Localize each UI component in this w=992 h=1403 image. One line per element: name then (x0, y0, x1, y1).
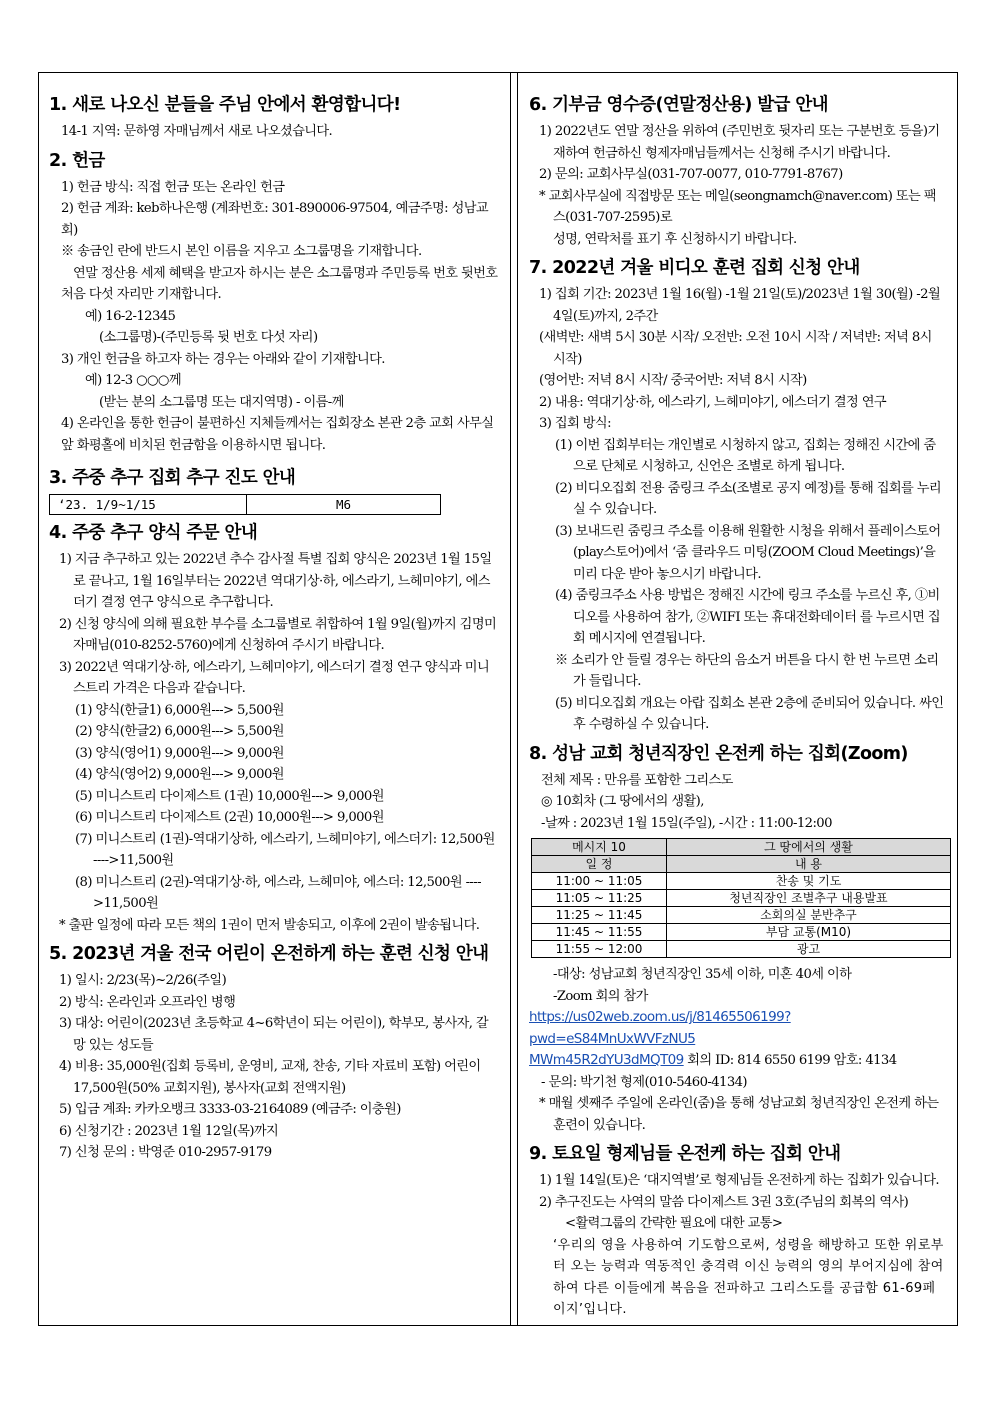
column-divider (517, 73, 518, 1325)
s5-line: 7) 신청 문의 : 박영준 010-2957-9179 (59, 1145, 272, 1160)
table-row (532, 873, 951, 890)
s9-line: 2) 추구진도는 사역의 말씀 다이제스트 3권 3호(주님의 회복의 역사) (539, 1194, 909, 1210)
price-item: (8) 미니스트리 (2권)-역대기상·하, 에스라, 느헤미야, 에스더: 12,500원 ---->11,500원 (75, 874, 481, 911)
section-2-title: 2. 헌금 (49, 150, 105, 171)
s2-line: 4) 온라인을 통한 헌금이 불편하신 지체들께서는 집회장소 본관 2층 교회 사무실 앞 화평홀에 비치된 헌금함을 이용하시면 됩니다. (61, 416, 494, 453)
s7-line: 2) 내용: 역대기상·하, 에스라기, 느헤미야기, 에스더기 결정 연구 (539, 394, 887, 410)
s6-line: 1) 2022년도 연말 정산을 위하여 (주민번호 뒷자리 또는 구분번호 등을)기재하여 헌금하신 형제자매님들께서는 신청해 주시기 바랍니다. (539, 124, 940, 161)
s2-line: 1) 헌금 방식: 직접 헌금 또는 온라인 헌금 (61, 179, 285, 195)
s2-line: (받는 분의 소그룹명 또는 대지역명) - 이름-께 (99, 394, 344, 410)
s7-line: (5) 비디오집회 개요는 아랍 집회소 본관 2층에 준비되어 있습니다. 싸인 후 수령하실 수 있습니다. (555, 695, 944, 732)
table-row (532, 924, 951, 941)
s2-line: 예) 12-3 ○○○께 (85, 373, 181, 388)
s2-line: ※ 송금인 란에 반드시 본인 이름을 지우고 소그룹명을 기재합니다. (61, 244, 422, 259)
s4-line: 3) 2022년 역대기상·하, 에스라기, 느헤미야기, 에스더기 결정 연구 양식과 미니스트리 가격은 다음과 같습니다. (59, 659, 490, 696)
zoom-meeting-id: 회의 ID: 814 6550 6199 암호: 4134 (683, 1053, 897, 1068)
s8-line: ◎ 10회차 (그 땅에서의 생활), (541, 794, 704, 809)
s2-line: 연말 정산용 세제 혜택을 받고자 하시는 분은 소그룹명과 주민등록 번호 뒷번호 처음 다섯 자리만 기재합니다. (61, 265, 498, 302)
schedule-table (531, 838, 951, 958)
schedule-content: 청년직장인 조별추구 내용발표 (667, 890, 951, 907)
s7-line: (영어반: 저녁 8시 시작/ 중국어반: 저녁 8시 시작) (539, 373, 807, 388)
s7-line: (3) 보내드린 줌링크 주소를 이용해 원활한 시청을 위해서 플레이스토어(play스토어)에서 ‘줌 클라우드 미팅(ZOOM Cloud Meetings)’을 미리 다운 받아 놓으시기 바랍니다. (555, 523, 941, 582)
table-row (532, 907, 951, 924)
s7-line: (2) 비디오집회 전용 줌링크 주소(조별로 공지 예정)를 통해 집회를 누리실 수 있습니다. (555, 480, 942, 517)
s2-line: 예) 16-2-12345 (85, 308, 176, 324)
s7-line: 1) 집회 기간: 2023년 1월 16(월) -1월 21일(토)/2023년 1월 30(월) -2월 4일(토)까지, 2주간 (539, 287, 941, 324)
price-item: (5) 미니스트리 다이제스트 (1권) 10,000원---> 9,000원 (75, 788, 384, 804)
progress-period: ‘23. 1/9~1/15 (50, 495, 247, 515)
s8-line: - 문의: 박기천 형제(010-5460-4134) (541, 1074, 747, 1090)
s5-line: 2) 방식: 온라인과 오프라인 병행 (59, 994, 236, 1010)
s8-line: * 매월 셋째주 주일에 온라인(줌)을 통해 성남교회 청년직장인 온전케 하는 훈련이 있습니다. (539, 1096, 939, 1133)
price-item: (7) 미니스트리 (1권)-역대기상하, 에스라기, 느헤미야기, 에스더기: 12,500원 ---->11,500원 (75, 831, 495, 868)
s7-line: (1) 이번 집회부터는 개인별로 시청하지 않고, 집회는 정해진 시간에 줌으로 단체로 시청하고, 신언은 조별로 하게 됩니다. (555, 437, 936, 474)
price-item: (3) 양식(영어1) 9,000원---> 9,000원 (75, 745, 284, 761)
section-5-title: 5. 2023년 겨울 전국 어린이 온전하게 하는 훈련 신청 안내 (49, 944, 489, 964)
s8-line: 전체 제목 : 만유를 포함한 그리스도 (541, 772, 733, 788)
section-8-title: 8. 성남 교회 청년직장인 온전케 하는 집회(Zoom) (529, 743, 908, 764)
price-item: (1) 양식(한글1) 6,000원---> 5,500원 (75, 702, 284, 718)
s9-line: <활력그룹의 간략한 필요에 대한 교통> (565, 1216, 783, 1231)
s7-line: (새벽반: 새벽 5시 30분 시작/ 오전반: 오전 10시 시작 / 저녁반: 저녁 8시 시작) (539, 330, 932, 367)
s6-line: 성명, 연락처를 표기 후 신청하시기 바랍니다. (553, 231, 797, 247)
s5-line: 3) 대상: 어린이(2023년 초등학교 4~6학년이 되는 어린이), 학부모, 봉사자, 갈망 있는 성도들 (59, 1016, 489, 1053)
section-9-title: 9. 토요일 형제님들 온전케 하는 집회 안내 (529, 1144, 841, 1164)
schedule-head-message: 메시지 10 (532, 839, 667, 856)
schedule-content: 찬송 및 기도 (667, 873, 951, 890)
right-column (519, 73, 957, 1325)
s9-line: 1) 1월 14일(토)은 ‘대지역별’로 형제님들 온전하게 하는 집회가 있습니다. (539, 1173, 939, 1188)
section-1-title: 1. 새로 나오신 분들을 주님 안에서 환영합니다! (49, 95, 401, 115)
schedule-col-time: 일 정 (532, 856, 667, 873)
s2-line: (소그룹명)-(주민등록 뒷 번호 다섯 자리) (99, 330, 318, 345)
s7-line: 3) 집회 방식: (539, 416, 611, 431)
schedule-time: 11:25 ~ 11:45 (532, 907, 667, 924)
price-item: (2) 양식(한글2) 6,000원---> 5,500원 (75, 724, 284, 739)
progress-table (49, 494, 441, 515)
zoom-link-cont[interactable]: MWm45R2dYU3dMQT09 (529, 1052, 684, 1068)
zoom-link-line (529, 1007, 947, 1050)
s6-line: * 교회사무실에 직접방문 또는 메일(seongnamch@naver.com) 또는 팩스(031-707-2595)로 (539, 188, 936, 225)
section-6-title: 6. 기부금 영수증(연말정산용) 발급 안내 (529, 95, 828, 115)
progress-value: M6 (247, 495, 441, 515)
schedule-head-title: 그 땅에서의 생활 (667, 839, 951, 856)
s4-note: * 출판 일정에 따라 모든 책의 1권이 먼저 발송되고, 이후에 2권이 발송됩니다. (59, 917, 480, 933)
s4-line: 2) 신청 양식에 의해 필요한 부수를 소그룹별로 취합하여 1월 9일(월)까지 김명미 자매님(010-8252-5760)에게 신청하여 주시기 바랍니다. (59, 616, 497, 653)
schedule-content: 부담 교통(M10) (667, 924, 951, 941)
schedule-time: 11:00 ~ 11:05 (532, 873, 667, 890)
s4-line: 1) 지금 추구하고 있는 2022년 추수 감사절 특별 집회 양식은 2023년 1월 15일로 끝나고, 1월 16일부터는 2022년 역대기상·하, 에스라기, 느헤미야기, 에스더기 결정 연구 양식으로 추구합니다. (59, 552, 492, 610)
s5-line: 6) 신청기간 : 2023년 1월 12일(목)까지 (59, 1123, 279, 1139)
s2-line: 3) 개인 헌금을 하고자 하는 경우는 아래와 같이 기재합니다. (61, 351, 385, 367)
section-4-title: 4. 주중 추구 양식 주문 안내 (49, 523, 258, 543)
schedule-time: 11:05 ~ 11:25 (532, 890, 667, 907)
price-item: (6) 미니스트리 다이제스트 (2권) 10,000원---> 9,000원 (75, 810, 384, 825)
s8-line: -대상: 성남교회 청년직장인 35세 이하, 미혼 40세 이하 (553, 967, 852, 982)
price-item: (4) 양식(영어2) 9,000원---> 9,000원 (75, 767, 284, 782)
section-7-title: 7. 2022년 겨울 비디오 훈련 집회 신청 안내 (529, 258, 860, 278)
s8-line: -Zoom 회의 참가 (553, 988, 648, 1004)
schedule-col-content: 내 용 (667, 856, 951, 873)
schedule-time: 11:45 ~ 11:55 (532, 924, 667, 941)
s8-line: -날짜 : 2023년 1월 15일(주일), -시간 : 11:00-12:00 (541, 815, 832, 831)
s7-line: ※ 소리가 안 들릴 경우는 하단의 음소거 버튼을 다시 한 번 누르면 소리가 들립니다. (555, 652, 939, 689)
schedule-content: 소회의실 분반추구 (667, 907, 951, 924)
zoom-link-line-2 (529, 1050, 947, 1072)
zoom-link[interactable]: https://us02web.zoom.us/j/81465506199?pwd=eS84MnUxWVFzNU5 (529, 1009, 791, 1047)
s6-line: 2) 문의: 교회사무실(031-707-0077, 010-7791-8767) (539, 167, 843, 182)
bulletin-frame (38, 72, 958, 1326)
s2-line: 2) 헌금 계좌: keb하나은행 (계좌번호: 301-890006-97504, 예금주명: 성남교회) (61, 201, 489, 238)
table-row (532, 941, 951, 958)
s9-line: ‘우리의 영을 사용하여 기도함으로써, 성령을 해방하고 또한 위로부터 오는 능력과 역동적인 충격력 이신 능력의 영의 부어지심에 참여하여 다른 이들에게 복음을 전파하고 그리스도를 공급함 61-69페이지’입니다. (553, 1237, 944, 1317)
s5-line: 1) 일시: 2/23(목)~2/26(주일) (59, 973, 227, 988)
schedule-time: 11:55 ~ 12:00 (532, 941, 667, 958)
table-row (532, 890, 951, 907)
s5-line: 5) 입금 계좌: 카카오뱅크 3333-03-2164089 (예금주: 이충원) (59, 1102, 401, 1117)
s1-text: 14-1 지역: 문하영 자매님께서 새로 나오셨습니다. (61, 124, 333, 139)
s5-line: 4) 비용: 35,000원(집회 등록비, 운영비, 교재, 찬송, 기타 자료비 포함) 어린이 17,500원(50% 교회지원), 봉사자(교회 전액지원) (59, 1059, 481, 1096)
section-3-title: 3. 주중 추구 집회 추구 진도 안내 (49, 468, 296, 488)
s7-line: (4) 줌링크주소 사용 방법은 정해진 시간에 링크 주소를 누르신 후, ①비디오를 사용하여 참가, ②WIFI 또는 휴대전화데이터 를 누르시면 집회 메시지에 연결됩니다. (555, 588, 940, 646)
left-column (39, 73, 511, 1325)
schedule-content: 광고 (667, 941, 951, 958)
